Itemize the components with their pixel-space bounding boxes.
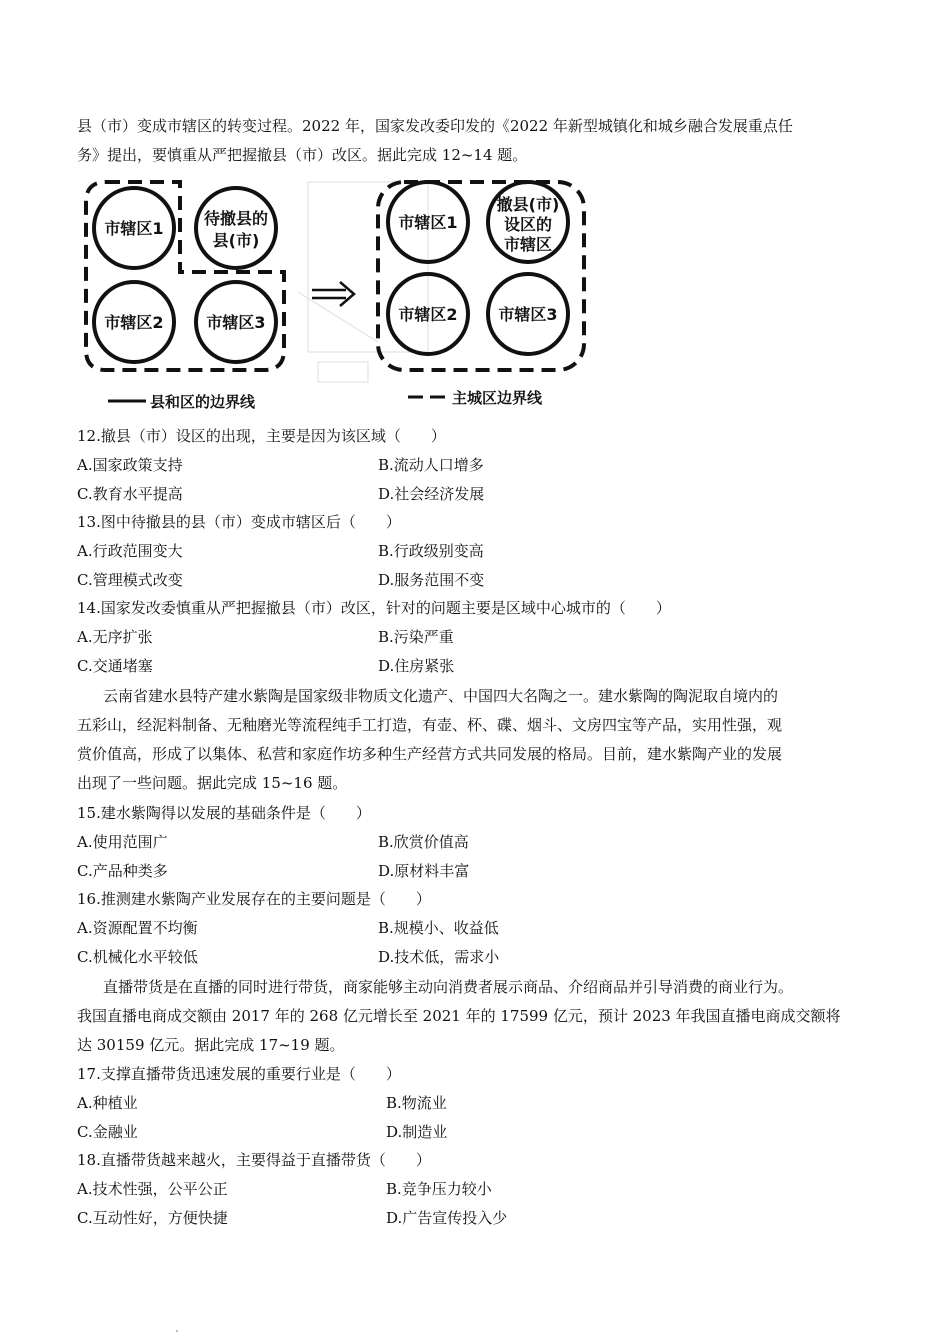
q16-option-c[interactable]: C.机械化水平较低 [77, 948, 198, 966]
intro-line-2: 务》提出，要慎重从严把握撤县（市）改区。据此完成 12~14 题。 [77, 146, 528, 164]
q12-option-a[interactable]: A.国家政策支持 [77, 456, 183, 474]
left-c4-label: 市辖区3 [206, 313, 266, 332]
left-c1-label: 市辖区1 [104, 219, 164, 238]
q16-stem: 16.推测建水紫陶产业发展存在的主要问题是（ ） [77, 890, 431, 908]
q16-option-a[interactable]: A.资源配置不均衡 [77, 919, 198, 937]
passage2-line-3: 赏价值高，形成了以集体、私营和家庭作坊多种生产经营方式共同发展的格局。目前，建水紫陶产业的发展 [77, 745, 783, 763]
legend-left-label: 县和区的边界线 [150, 393, 256, 411]
q18-option-a[interactable]: A.技术性强，公平公正 [77, 1180, 228, 1198]
left-county-circle [196, 188, 276, 268]
passage2-line-2: 五彩山，经泥料制备、无釉磨光等流程纯手工打造，有壶、杯、碟、烟斗、文房四宝等产品，实用性强，观 [77, 716, 783, 734]
passage2-line-4: 出现了一些问题。据此完成 15~16 题。 [77, 774, 348, 792]
county-to-district-diagram [78, 172, 598, 412]
right-c3-label: 市辖区2 [398, 305, 458, 324]
q13-option-c[interactable]: C.管理模式改变 [77, 571, 183, 589]
q18-option-b[interactable]: B.竞争压力较小 [386, 1180, 492, 1198]
q15-option-c[interactable]: C.产品种类多 [77, 862, 168, 880]
passage3-line-1: 直播带货是在直播的同时进行带货，商家能够主动向消费者展示商品、介绍商品并引导消费的商业行为。 [103, 978, 794, 996]
q14-option-c[interactable]: C.交通堵塞 [77, 657, 153, 675]
left-c2-label-2: 县(市) [212, 231, 260, 250]
transition-arrow-icon [312, 282, 354, 306]
left-c3-label: 市辖区2 [104, 313, 164, 332]
q14-option-a[interactable]: A.无序扩张 [77, 628, 153, 646]
right-c1-label: 市辖区1 [398, 213, 458, 232]
left-c2-label-1: 待撤县的 [203, 209, 269, 228]
q17-option-c[interactable]: C.金融业 [77, 1123, 138, 1141]
intro-line-1: 县（市）变成市辖区的转变过程。2022 年，国家发改委印发的《2022 年新型城镇化和城乡融合发展重点任 [77, 117, 793, 135]
q12-option-b[interactable]: B.流动人口增多 [378, 456, 484, 474]
passage3-line-3: 达 30159 亿元。据此完成 17~19 题。 [77, 1036, 345, 1054]
right-c2-label-1: 撤县(市) [496, 195, 560, 214]
passage3-line-2: 我国直播电商成交额由 2017 年的 268 亿元增长至 2021 年的 17599 亿元，预计 2023 年我国直播电商成交额将 [77, 1007, 841, 1025]
q17-option-b[interactable]: B.物流业 [386, 1094, 447, 1112]
q18-option-d[interactable]: D.广告宣传投入少 [386, 1209, 508, 1227]
q18-stem: 18.直播带货越来越火，主要得益于直播带货（ ） [77, 1151, 431, 1169]
q12-option-d[interactable]: D.社会经济发展 [378, 485, 485, 503]
q12-stem: 12.撤县（市）设区的出现，主要是因为该区域（ ） [77, 427, 446, 445]
q17-stem: 17.支撑直播带货迅速发展的重要行业是（ ） [77, 1065, 401, 1083]
q15-option-d[interactable]: D.原材料丰富 [378, 862, 470, 880]
q17-option-d[interactable]: D.制造业 [386, 1123, 448, 1141]
q13-stem: 13.图中待撤县的县（市）变成市辖区后（ ） [77, 513, 401, 531]
q17-option-a[interactable]: A.种植业 [77, 1094, 138, 1112]
q16-option-d[interactable]: D.技术低，需求小 [378, 948, 500, 966]
q15-stem: 15.建水紫陶得以发展的基础条件是（ ） [77, 804, 371, 822]
right-c2-label-2: 设区的 [503, 215, 553, 234]
q14-stem: 14.国家发改委慎重从严把握撤县（市）改区，针对的问题主要是区域中心城市的（ ） [77, 599, 671, 617]
q13-option-d[interactable]: D.服务范围不变 [378, 571, 485, 589]
q18-option-c[interactable]: C.互动性好，方便快捷 [77, 1209, 228, 1227]
legend-right-label: 主城区边界线 [452, 389, 543, 407]
page-speck [176, 1330, 178, 1332]
q15-option-b[interactable]: B.欣赏价值高 [378, 833, 469, 851]
right-c4-label: 市辖区3 [498, 305, 558, 324]
passage2-line-1: 云南省建水县特产建水紫陶是国家级非物质文化遗产、中国四大名陶之一。建水紫陶的陶泥取自境内的 [103, 687, 779, 705]
q14-option-d[interactable]: D.住房紧张 [378, 657, 455, 675]
q14-option-b[interactable]: B.污染严重 [378, 628, 454, 646]
q13-option-a[interactable]: A.行政范围变大 [77, 542, 183, 560]
q15-option-a[interactable]: A.使用范围广 [77, 833, 168, 851]
q12-option-c[interactable]: C.教育水平提高 [77, 485, 183, 503]
right-c2-label-3: 市辖区 [503, 235, 553, 254]
q16-option-b[interactable]: B.规模小、收益低 [378, 919, 499, 937]
q13-option-b[interactable]: B.行政级别变高 [378, 542, 484, 560]
